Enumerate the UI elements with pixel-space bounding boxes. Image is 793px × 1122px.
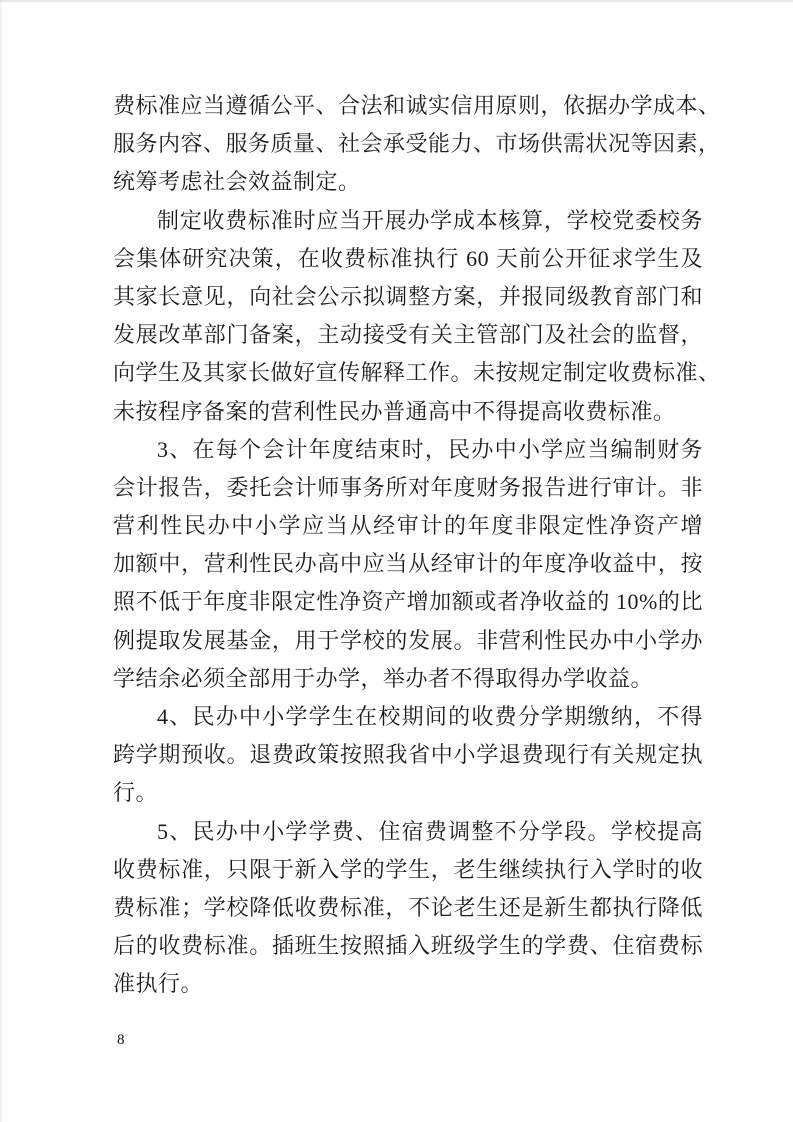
text-line: 制定收费标准时应当开展办学成本核算，学校党委校务 [157, 207, 703, 233]
text-line: 会计报告，委托会计师事务所对年度财务报告进行审计。非 [113, 474, 703, 500]
page-number: 8 [117, 1032, 125, 1048]
text-line: 照不低于年度非限定性净资产增加额或者净收益的 10%的比 [113, 589, 703, 615]
text-line: 5、民办中小学学费、住宿费调整不分学段。学校提高 [157, 818, 703, 844]
text-line: 会集体研究决策，在收费标准执行 60 天前公开征求学生及 [113, 245, 703, 271]
text-line: 学结余必须全部用于办学，举办者不得取得办学收益。 [113, 665, 654, 691]
text-line: 统筹考虑社会效益制定。 [113, 169, 361, 195]
paragraph [113, 698, 703, 813]
paragraph [113, 202, 721, 431]
text-line: 3、在每个会计年度结束时，民办中小学应当编制财务 [157, 436, 703, 462]
text-line: 向学生及其家长做好宣传解释工作。未按规定制定收费标准、 [113, 360, 721, 386]
paragraph [113, 87, 721, 202]
text-line: 跨学期预收。退费政策按照我省中小学退费现行有关规定执 [113, 742, 703, 768]
page-footer [117, 1030, 125, 1050]
text-line: 例提取发展基金，用于学校的发展。非营利性民办中小学办 [113, 627, 703, 653]
paragraph [113, 431, 703, 698]
text-line: 准执行。 [113, 971, 204, 997]
text-line: 营利性民办中小学应当从经审计的年度非限定性净资产增 [113, 513, 703, 539]
text-line: 费标准应当遵循公平、合法和诚实信用原则，依据办学成本、 [113, 93, 721, 118]
text-block [113, 87, 721, 1004]
text-line: 发展改革部门备案，主动接受有关主管部门及社会的监督， [113, 322, 703, 348]
paragraph [113, 813, 703, 1004]
text-line: 服务内容、服务质量、社会承受能力、市场供需状况等因素， [113, 131, 721, 157]
text-line: 行。 [113, 780, 159, 806]
text-line: 加额中，营利性民办高中应当从经审计的年度净收益中，按 [113, 551, 703, 577]
text-line: 收费标准，只限于新入学的学生，老生继续执行入学时的收 [113, 856, 703, 882]
text-line: 未按程序备案的营利性民办普通高中不得提高收费标准。 [113, 398, 676, 424]
text-line: 其家长意见，向社会公示拟调整方案，并报同级教育部门和 [113, 283, 703, 309]
text-line: 4、民办中小学学生在校期间的收费分学期缴纳，不得 [157, 704, 703, 729]
text-line: 后的收费标准。插班生按照插入班级学生的学费、住宿费标 [113, 933, 703, 959]
text-line: 费标准；学校降低收费标准，不论老生还是新生都执行降低 [113, 894, 703, 920]
